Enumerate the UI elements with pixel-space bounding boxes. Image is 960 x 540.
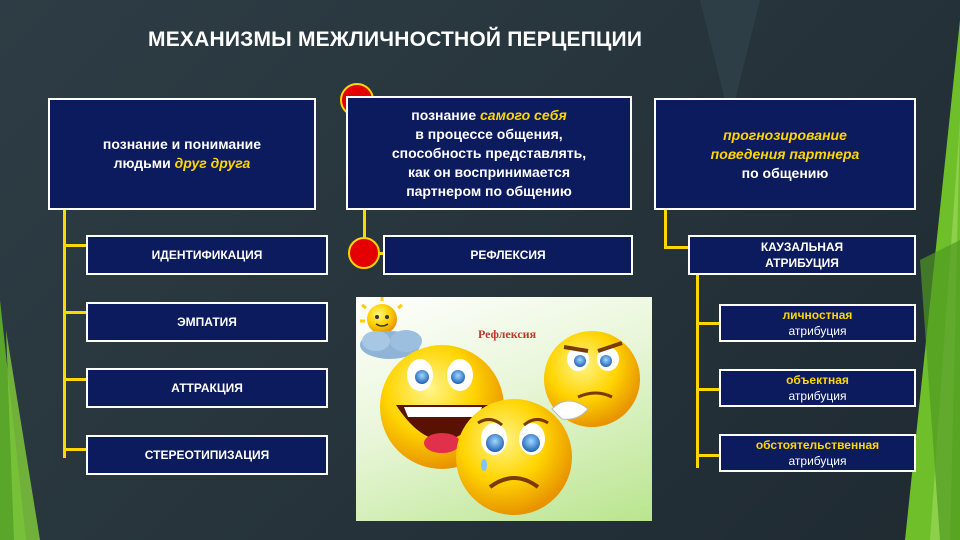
item-label: атрибуция [788,389,847,403]
header-text: познание и понимание [102,136,262,152]
header-highlight: самого себя [480,106,567,123]
connector-col3-h1 [664,246,688,249]
header-text: познание [411,106,481,123]
header-highlight: прогнозирование [723,126,847,143]
header-text: людьми [113,155,175,171]
item-label: АТРИБУЦИЯ [765,256,839,270]
sun-cloud-icon [360,297,422,359]
thinking-face-icon [544,331,640,427]
item-label: ИДЕНТИФИКАЦИЯ [151,248,263,262]
connector-col1-h2 [63,311,86,314]
header-text: по общению [741,164,829,181]
connector-col3-sub-h3 [696,454,719,457]
item-label: ЭМПАТИЯ [177,315,237,329]
marker-dot-reflexia [348,237,380,269]
item-causal-attribution [688,235,916,275]
connector-col3-sub-h1 [696,322,719,325]
illustration-caption: Рефлексия [478,327,537,341]
item-reflexia [383,235,633,275]
item-empathy [86,302,328,342]
illustration-art [356,297,652,521]
header-box-partner-prediction [654,98,916,210]
connector-col3-vertical [664,208,667,248]
connector-col1-h1 [63,244,86,247]
header-text: способность представлять, [391,144,587,161]
connector-col3-sub-vertical [696,274,699,468]
item-identification [86,235,328,275]
item-label: АТТРАКЦИЯ [171,381,243,395]
header-highlight: поведения партнера [710,145,860,162]
connector-col3-sub-h2 [696,388,719,391]
header-text: партнером по общению [406,182,572,199]
item-label-highlight: обстоятельственная [755,438,880,452]
item-label: РЕФЛЕКСИЯ [470,248,546,262]
sad-face-icon [456,399,572,515]
item-circumstantial-attribution [719,434,916,472]
header-box-mutual-understanding [48,98,316,210]
item-label-highlight: объектная [786,373,849,387]
item-label: атрибуция [788,454,847,468]
page-title: МЕХАНИЗМЫ МЕЖЛИЧНОСТНОЙ ПЕРЦЕПЦИИ [148,28,643,51]
connector-col1-h4 [63,448,86,451]
connector-col1-h3 [63,378,86,381]
header-highlight: друг друга [174,155,251,171]
item-object-attribution [719,369,916,407]
item-label-highlight: личностная [782,308,853,322]
item-attraction [86,368,328,408]
item-label: СТЕРЕОТИПИЗАЦИЯ [144,448,270,462]
item-stereotyping [86,435,328,475]
item-label: атрибуция [788,324,847,338]
header-text: в процессе общения, [415,125,563,142]
header-box-self-knowledge [346,96,632,210]
item-personal-attribution [719,304,916,342]
item-label: КАУЗАЛЬНАЯ [760,240,844,254]
reflexia-illustration [356,297,652,521]
header-text: как он воспринимается [407,163,570,180]
